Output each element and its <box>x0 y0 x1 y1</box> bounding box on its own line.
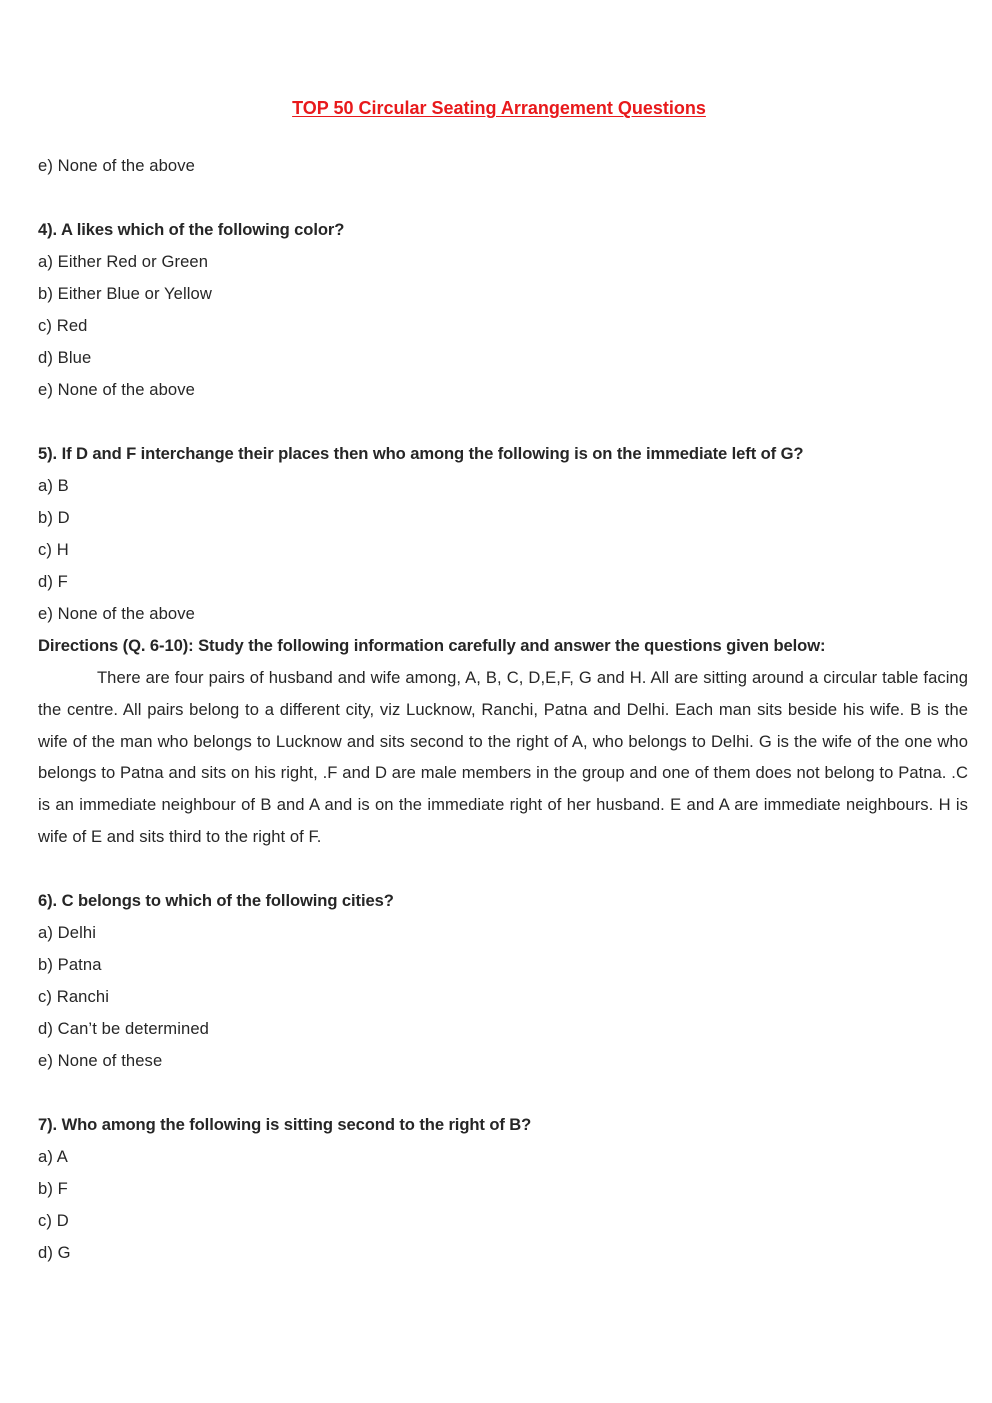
q4-option-a: a) Either Red or Green <box>38 252 209 271</box>
spacer <box>38 406 968 438</box>
directions-paragraph-text: There are four pairs of husband and wife among, A, B, C, D,E,F, G and H. All are sitting around a circular table facing the centre. All pairs belong to a different city, viz Lucknow, Ranchi, Patna and Delhi. Each man sits beside his wife. B is the wife of the man who belongs to Lucknow and sits second to the right of A, who belongs to Delhi. G is the wife of the one who belongs to Patna and sits on his right, .F and D are male members in the group and one of them does not belong to Patna. .C is an immediate neighbour of B and A and is on the immediate right of her husband. E and A are immediate neighbours. H is wife of E and sits third to the right of F. <box>38 668 968 846</box>
q4-option-e: e) None of the above <box>38 380 195 399</box>
q5-option-b: b) D <box>38 508 70 527</box>
q7-option-d: d) G <box>38 1242 71 1262</box>
q7-option-b: b) F <box>38 1178 68 1198</box>
question-7: 7). Who among the following is sitting second to the right of B? <box>38 1114 532 1134</box>
spacer <box>38 182 968 214</box>
directions-paragraph <box>38 662 968 853</box>
q4-option-c: c) Red <box>38 316 88 335</box>
spacer <box>38 853 968 885</box>
q4-option-d: d) Blue <box>38 348 92 367</box>
q5-option-a: a) B <box>38 476 69 495</box>
q6-option-c: c) Ranchi <box>38 986 109 1006</box>
q7-option-a: a) A <box>38 1146 68 1166</box>
q7-option-c: c) D <box>38 1210 69 1230</box>
question-6: 6). C belongs to which of the following cities? <box>38 890 394 910</box>
q4-option-b: b) Either Blue or Yellow <box>38 284 212 303</box>
q5-option-d: d) F <box>38 572 68 591</box>
question-4: 4). A likes which of the following color? <box>38 220 345 239</box>
question-5: 5). If D and F interchange their places then who among the following is on the immediate left of G? <box>38 444 804 463</box>
directions-heading: Directions (Q. 6-10): Study the following information carefully and answer the questions given below: <box>38 636 826 655</box>
q5-option-e: e) None of the above <box>38 604 195 623</box>
q6-option-e: e) None of these <box>38 1050 163 1070</box>
q6-option-d: d) Can’t be determined <box>38 1018 209 1038</box>
q5-option-c: c) H <box>38 540 69 559</box>
q3-option-e: e) None of the above <box>38 156 195 175</box>
q6-option-a: a) Delhi <box>38 922 96 942</box>
q6-option-b: b) Patna <box>38 954 102 974</box>
document-body <box>38 150 968 1269</box>
spacer <box>38 1077 968 1109</box>
page-title: TOP 50 Circular Seating Arrangement Questions <box>292 98 706 118</box>
